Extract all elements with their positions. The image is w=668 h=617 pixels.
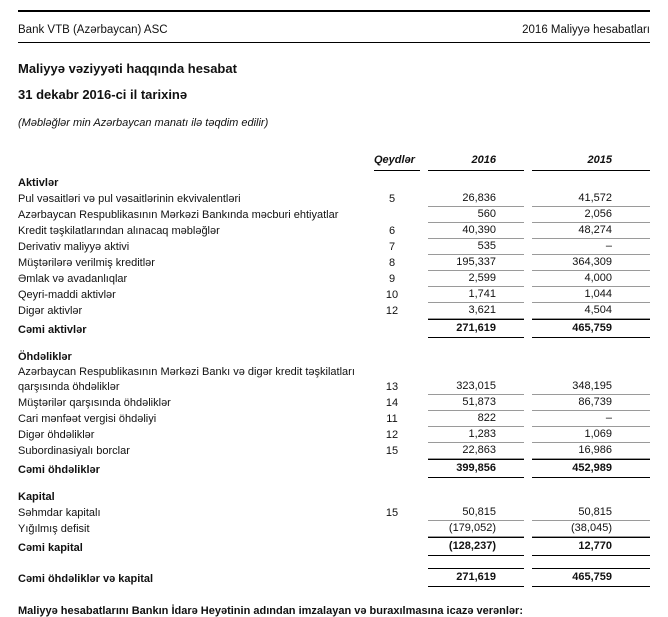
row-label: Qeyri-maddi aktivlər <box>18 289 116 301</box>
signatories-note: Maliyyə hesabatlarını Bankın İdarə Heyətinin adından imzalayan və buraxılmasına icazə verənlər: <box>18 605 523 617</box>
table-body <box>18 176 650 587</box>
row-label: Digər öhdəliklər <box>18 429 95 441</box>
row-label: Cəmi aktivlər <box>18 324 87 336</box>
row-note: 10 <box>385 289 399 301</box>
statement-date: 31 dekabr 2016-ci il tarixinə <box>18 87 188 102</box>
row-value-2015: 41,572 <box>532 191 650 207</box>
table-spacer <box>18 556 650 568</box>
row-value-2016: 195,337 <box>428 255 524 271</box>
row-value-2016: (179,052) <box>428 521 524 537</box>
table-row <box>18 350 650 365</box>
row-value-2015: 86,739 <box>532 395 650 411</box>
table-row <box>18 411 650 427</box>
row-label: Öhdəliklər <box>18 351 72 363</box>
row-value-2016: 22,863 <box>428 443 524 459</box>
row-value-2016: 2,599 <box>428 271 524 287</box>
row-label: Müştərilərə verilmiş kreditlər <box>18 257 155 269</box>
row-note: 13 <box>385 381 399 393</box>
row-value-2015: 1,044 <box>532 287 650 303</box>
row-value-2015: 465,759 <box>532 319 650 338</box>
row-note: 15 <box>385 445 399 457</box>
row-value-2016: (128,237) <box>428 537 524 556</box>
row-value-2016: 560 <box>428 207 524 223</box>
row-note: 14 <box>385 397 399 409</box>
row-note: 5 <box>388 193 396 205</box>
row-value-2015: 16,986 <box>532 443 650 459</box>
row-value-2016: 51,873 <box>428 395 524 411</box>
row-value-2015: 2,056 <box>532 207 650 223</box>
table-row <box>18 568 650 587</box>
table-spacer <box>18 338 650 350</box>
table-header-row <box>18 153 650 171</box>
row-label: Pul vəsaitləri və pul vəsaitlərinin ekvivalentləri <box>18 193 241 205</box>
row-label: Əmlak və avadanlıqlar <box>18 273 128 285</box>
table-row <box>18 303 650 319</box>
statement-title: Maliyyə vəziyyəti haqqında hesabat <box>18 61 237 76</box>
row-value-2015: 465,759 <box>532 568 650 587</box>
table-row <box>18 176 650 191</box>
row-value-2016: 40,390 <box>428 223 524 239</box>
row-value-2016: 271,619 <box>428 568 524 587</box>
table-row <box>18 490 650 505</box>
document-header <box>18 12 650 43</box>
table-row <box>18 365 650 395</box>
row-label: Cəmi öhdəliklər <box>18 464 100 476</box>
row-value-2015: 1,069 <box>532 427 650 443</box>
row-note: 7 <box>388 241 396 253</box>
table-row <box>18 239 650 255</box>
table-row <box>18 459 650 478</box>
row-value-2015: 348,195 <box>532 379 650 395</box>
table-row <box>18 521 650 537</box>
table-row <box>18 395 650 411</box>
row-value-2015: – <box>532 239 650 255</box>
row-value-2016: 535 <box>428 239 524 255</box>
row-note: 9 <box>388 273 396 285</box>
row-label: Cəmi kapital <box>18 542 83 554</box>
table-row <box>18 505 650 521</box>
row-label: Səhmdar kapitalı <box>18 507 101 519</box>
row-label: Derivativ maliyyə aktivi <box>18 241 130 253</box>
row-value-2016: 399,856 <box>428 459 524 478</box>
row-label: Cari mənfəət vergisi öhdəliyi <box>18 413 157 425</box>
row-value-2016: 3,621 <box>428 303 524 319</box>
table-row <box>18 319 650 338</box>
row-note: 12 <box>385 305 399 317</box>
row-value-2015: 452,989 <box>532 459 650 478</box>
table-row <box>18 443 650 459</box>
row-note: 8 <box>388 257 396 269</box>
table-row <box>18 191 650 207</box>
row-value-2016: 822 <box>428 411 524 427</box>
row-note: 15 <box>385 507 399 519</box>
row-value-2015: – <box>532 411 650 427</box>
row-value-2015: 12,770 <box>532 537 650 556</box>
column-header-2016: 2016 <box>428 153 524 171</box>
row-label: Cəmi öhdəliklər və kapital <box>18 573 154 585</box>
row-value-2015: 4,504 <box>532 303 650 319</box>
table-row <box>18 255 650 271</box>
column-header-notes: Qeydlər <box>374 153 420 171</box>
table-row <box>18 223 650 239</box>
row-label: Digər aktivlər <box>18 305 83 317</box>
row-label: Müştərilər qarşısında öhdəliklər <box>18 397 171 409</box>
row-value-2016: 323,015 <box>428 379 524 395</box>
financial-table <box>18 153 650 587</box>
row-value-2016: 1,283 <box>428 427 524 443</box>
table-row <box>18 537 650 556</box>
row-value-2015: 4,000 <box>532 271 650 287</box>
row-value-2016: 1,741 <box>428 287 524 303</box>
row-value-2015: 48,274 <box>532 223 650 239</box>
row-note: 6 <box>388 225 396 237</box>
table-row <box>18 207 650 223</box>
report-name: 2016 Maliyyə hesabatları <box>522 24 650 36</box>
row-value-2015: (38,045) <box>532 521 650 537</box>
table-spacer <box>18 478 650 490</box>
row-label: Yığılmış defisit <box>18 523 90 535</box>
row-value-2016: 271,619 <box>428 319 524 338</box>
currency-note: (Məbləğlər min Azərbaycan manatı ilə təqdim edilir) <box>18 117 269 129</box>
row-label: Kapital <box>18 491 55 503</box>
row-label: Kredit təşkilatlarından alınacaq məbləğlər <box>18 225 220 237</box>
table-row <box>18 287 650 303</box>
column-header-2015: 2015 <box>532 153 650 171</box>
row-label: Azərbaycan Respublikasının Mərkəzi Bankı və digər kredit təşkilatları qarşısında öhdəliklər <box>18 366 355 393</box>
row-value-2015: 50,815 <box>532 505 650 521</box>
row-note: 11 <box>386 413 398 425</box>
row-label: Aktivlər <box>18 177 59 189</box>
row-label: Azərbaycan Respublikasının Mərkəzi Bankında məcburi ehtiyatlar <box>18 209 339 221</box>
row-value-2016: 26,836 <box>428 191 524 207</box>
bank-name: Bank VTB (Azərbaycan) ASC <box>18 24 168 36</box>
row-label: Subordinasiyalı borclar <box>18 445 130 457</box>
row-note: 12 <box>385 429 399 441</box>
table-row <box>18 427 650 443</box>
row-value-2016: 50,815 <box>428 505 524 521</box>
table-row <box>18 271 650 287</box>
row-value-2015: 364,309 <box>532 255 650 271</box>
